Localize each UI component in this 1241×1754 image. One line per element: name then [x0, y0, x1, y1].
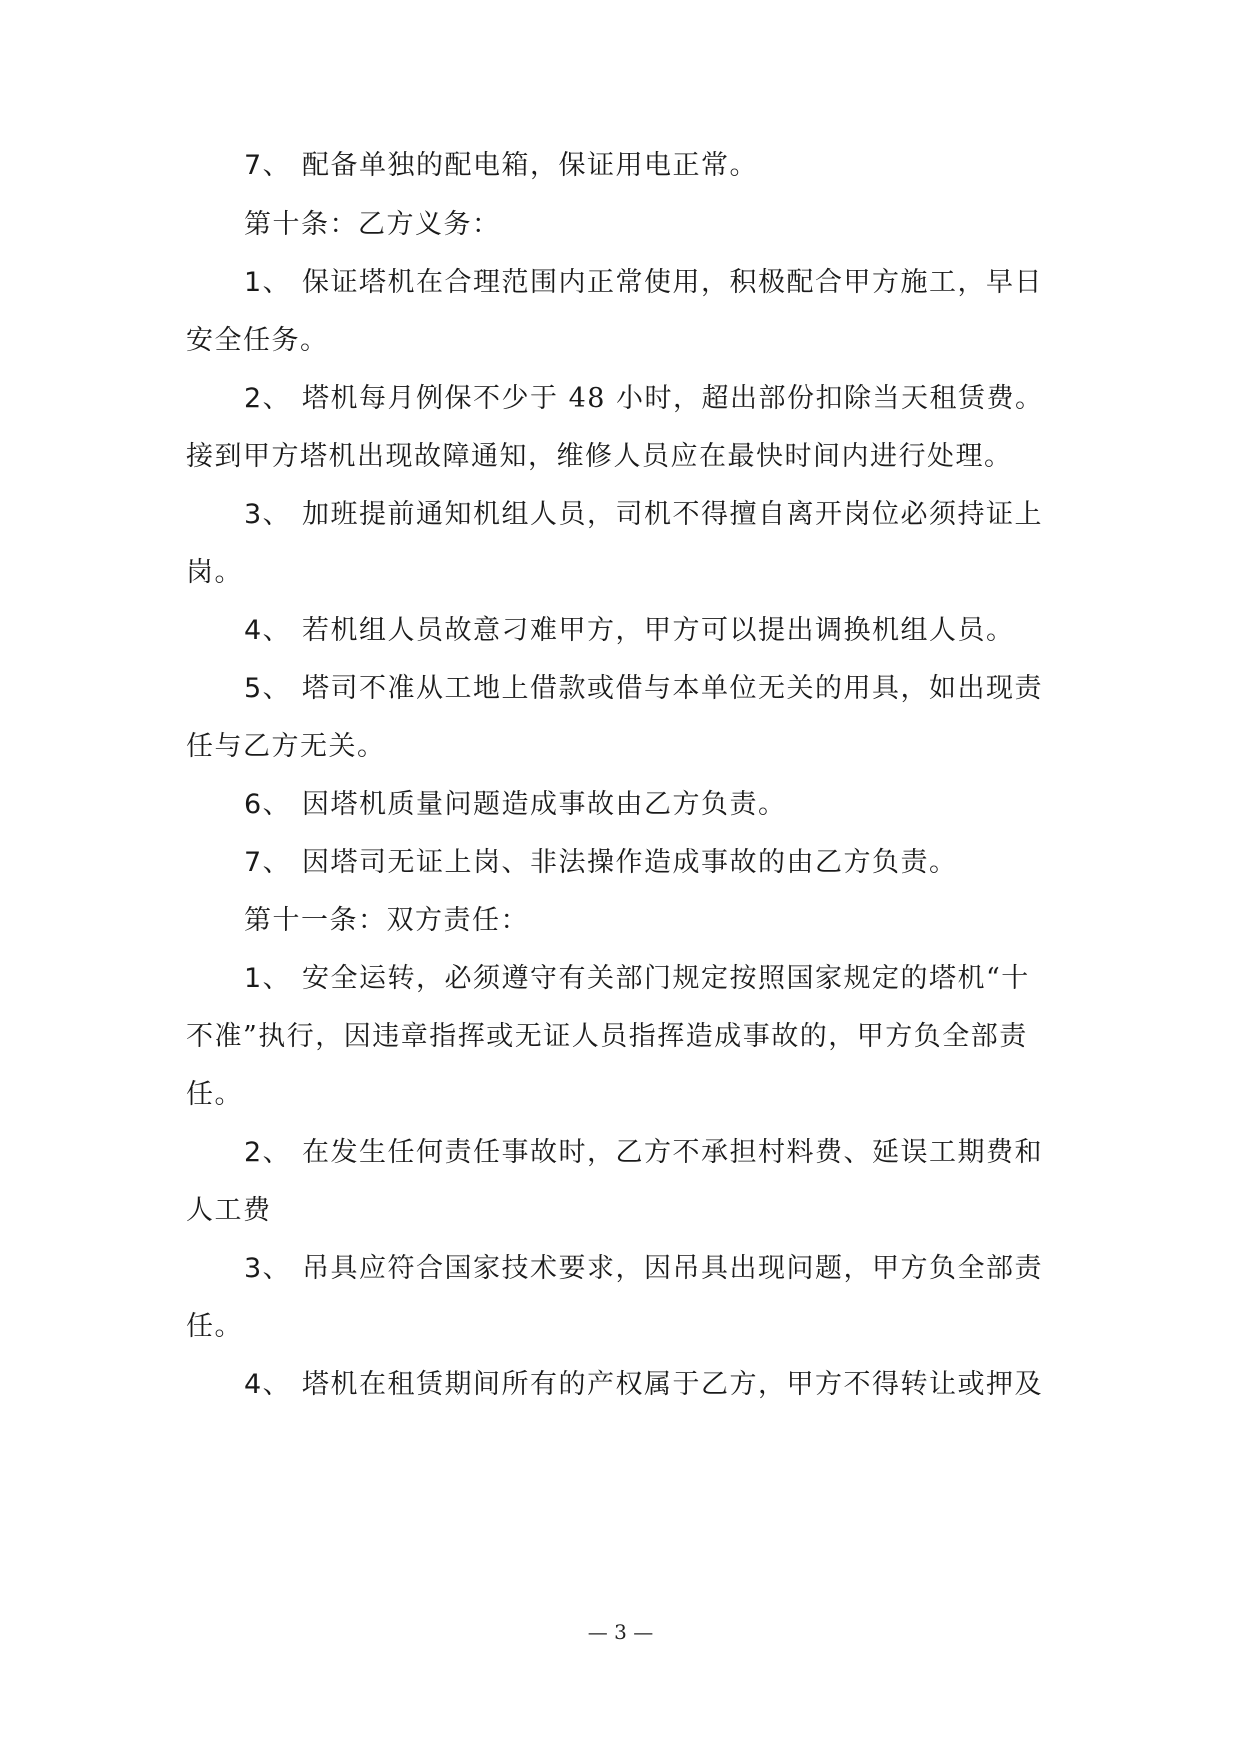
list-item [244, 497, 1043, 533]
list-item [244, 613, 1015, 649]
list-item [244, 671, 1043, 707]
item-text: 加班提前通知机组人员，司机不得擅自离开岗位必须持证上 [302, 499, 1043, 530]
item-continuation: 接到甲方塔机出现故障通知，维修人员应在最快时间内进行处理。 [186, 441, 1013, 472]
item-number: 4、 [244, 1369, 292, 1400]
item-text: 因塔机质量问题造成事故由乙方负责。 [302, 789, 787, 820]
list-item [244, 1367, 1043, 1403]
item-text: 塔司不准从工地上借款或借与本单位无关的用具，如出现责 [302, 673, 1043, 704]
item-number: 5、 [244, 673, 292, 704]
item-text: 若机组人员故意刁难甲方，甲方可以提出调换机组人员。 [302, 615, 1015, 646]
item-text: 保证塔机在合理范围内正常使用，积极配合甲方施工，早日 [302, 267, 1043, 298]
item-text: 因塔司无证上岗、非法操作造成事故的由乙方负责。 [302, 847, 958, 878]
item-number: 1、 [244, 267, 292, 298]
item-continuation: 不准”执行，因违章指挥或无证人员指挥造成事故的，甲方负全部责 [186, 1021, 1028, 1052]
item-text: 在发生任何责任事故时，乙方不承担村料费、延误工期费和 [302, 1137, 1043, 1168]
item-number: 7、 [244, 150, 292, 181]
item-number: 3、 [244, 499, 292, 530]
item-number: 2、 [244, 383, 292, 414]
item-number: 4、 [244, 615, 292, 646]
page-number: — 3 — [587, 1620, 654, 1644]
item-number: 1、 [244, 963, 292, 994]
item-continuation: 安全任务。 [186, 325, 329, 356]
list-item [244, 1251, 1043, 1287]
item-continuation: 人工费 [186, 1195, 272, 1226]
list-item [244, 148, 758, 184]
item-continuation: 任。 [186, 1311, 243, 1342]
item-text: 塔机每月例保不少于 48 小时，超出部份扣除当天租赁费。 [302, 383, 1044, 414]
list-item [244, 961, 1030, 997]
item-number: 6、 [244, 789, 292, 820]
item-number: 3、 [244, 1253, 292, 1284]
item-text: 配备单独的配电箱，保证用电正常。 [302, 150, 758, 181]
article-heading: 第十条：乙方义务： [244, 209, 501, 240]
item-number: 2、 [244, 1137, 292, 1168]
list-item [244, 845, 958, 881]
item-continuation: 任与乙方无关。 [186, 731, 386, 762]
list-item [244, 1135, 1043, 1171]
list-item [244, 787, 787, 823]
article-heading: 第十一条：双方责任： [244, 905, 529, 936]
item-text: 吊具应符合国家技术要求，因吊具出现问题，甲方负全部责 [302, 1253, 1043, 1284]
item-number: 7、 [244, 847, 292, 878]
item-text: 安全运转，必须遵守有关部门规定按照国家规定的塔机“十 [302, 963, 1030, 994]
item-text: 塔机在租赁期间所有的产权属于乙方，甲方不得转让或押及 [302, 1369, 1043, 1400]
item-continuation: 任。 [186, 1079, 243, 1110]
list-item [244, 265, 1043, 301]
list-item [244, 381, 1044, 417]
item-continuation: 岗。 [186, 557, 243, 588]
